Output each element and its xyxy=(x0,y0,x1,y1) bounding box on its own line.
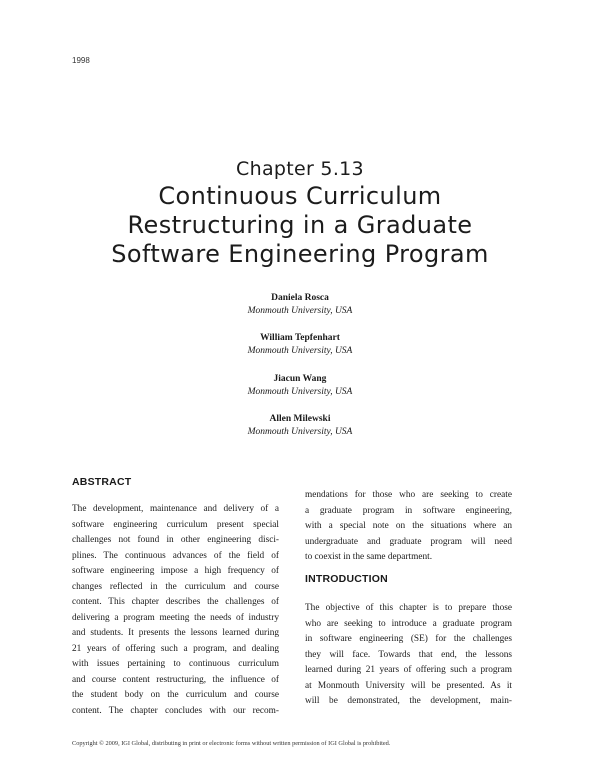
chapter-title-line: Continuous Curriculum xyxy=(158,182,442,210)
abstract-line: 21 years of offering such a program, and dealing xyxy=(72,643,279,654)
abstract-line: mendations for those who are seeking to create xyxy=(305,490,512,500)
abstract-line: content. This chapter describes the challenges of xyxy=(72,597,279,607)
abstract-line: the student body on the curriculum and course xyxy=(72,690,279,700)
chapter-header xyxy=(40,156,560,269)
author xyxy=(150,373,450,399)
page-number: 1998 xyxy=(72,56,90,65)
author-affiliation: Monmouth University, USA xyxy=(247,346,353,357)
chapter-label: Chapter 5.13 xyxy=(236,158,364,180)
abstract-line: undergraduate and graduate program will need xyxy=(305,536,512,547)
chapter-title-line: Restructuring in a Graduate xyxy=(127,211,473,239)
author-list xyxy=(150,292,450,453)
author-affiliation: Monmouth University, USA xyxy=(247,386,353,397)
abstract-line: with a special note on the situations where an xyxy=(305,521,512,531)
author-affiliation: Monmouth University, USA xyxy=(247,426,353,437)
author xyxy=(150,332,450,358)
abstract-line: software engineering curriculum present special xyxy=(72,519,279,530)
author xyxy=(150,413,450,439)
author-name: Allen Milewski xyxy=(269,413,331,424)
abstract-body xyxy=(72,502,279,719)
author-name: William Tepfenhart xyxy=(260,333,340,344)
introduction-line: at Monmouth University will be presented. As it xyxy=(305,680,512,691)
abstract-heading: ABSTRACT xyxy=(72,476,132,488)
author-name: Jiacun Wang xyxy=(273,373,327,384)
copyright-footer: Copyright © 2009, IGI Global, distributing in print or electronic forms without written permission of IGI Global is prohibited. xyxy=(72,740,391,747)
abstract-line: to coexist in the same department. xyxy=(305,552,433,562)
abstract-line: a graduate program in software engineering, xyxy=(305,505,512,516)
abstract-continued xyxy=(305,488,512,566)
abstract-line: and course content restructuring, the influence of xyxy=(72,674,279,685)
chapter-title-line: Software Engineering Program xyxy=(111,240,489,268)
introduction-line: in software engineering (SE) for the challenges xyxy=(305,634,512,644)
introduction-line: learned during 21 years of offering such a program xyxy=(305,665,512,675)
introduction-heading: INTRODUCTION xyxy=(305,573,388,585)
abstract-line: challenges not found in other engineering disci- xyxy=(72,535,279,545)
abstract-line: with issues pertaining to continuous curriculum xyxy=(72,659,279,669)
introduction-body xyxy=(305,601,512,710)
abstract-line: delivering a program meeting the needs of industry xyxy=(72,612,279,623)
abstract-line: The development, maintenance and delivery of a xyxy=(72,504,279,514)
introduction-line: The objective of this chapter is to prepare those xyxy=(305,603,512,613)
abstract-line: content. The chapter concludes with our recom- xyxy=(72,705,279,716)
author-affiliation: Monmouth University, USA xyxy=(247,306,353,316)
abstract-line: changes reflected in the curriculum and course xyxy=(72,581,279,592)
introduction-line: will be demonstrated, the development, main- xyxy=(305,696,512,706)
abstract-line: plines. The continuous advances of the field of xyxy=(72,550,279,561)
author-name: Daniela Rosca xyxy=(271,293,329,303)
abstract-line: and students. It presents the lessons learned during xyxy=(72,628,279,638)
author xyxy=(150,292,450,318)
introduction-line: they will face. Towards that end, the lessons xyxy=(305,649,512,660)
introduction-line: who are seeking to introduce a graduate program xyxy=(305,618,512,629)
abstract-line: software engineering impose a high frequency of xyxy=(72,566,279,576)
